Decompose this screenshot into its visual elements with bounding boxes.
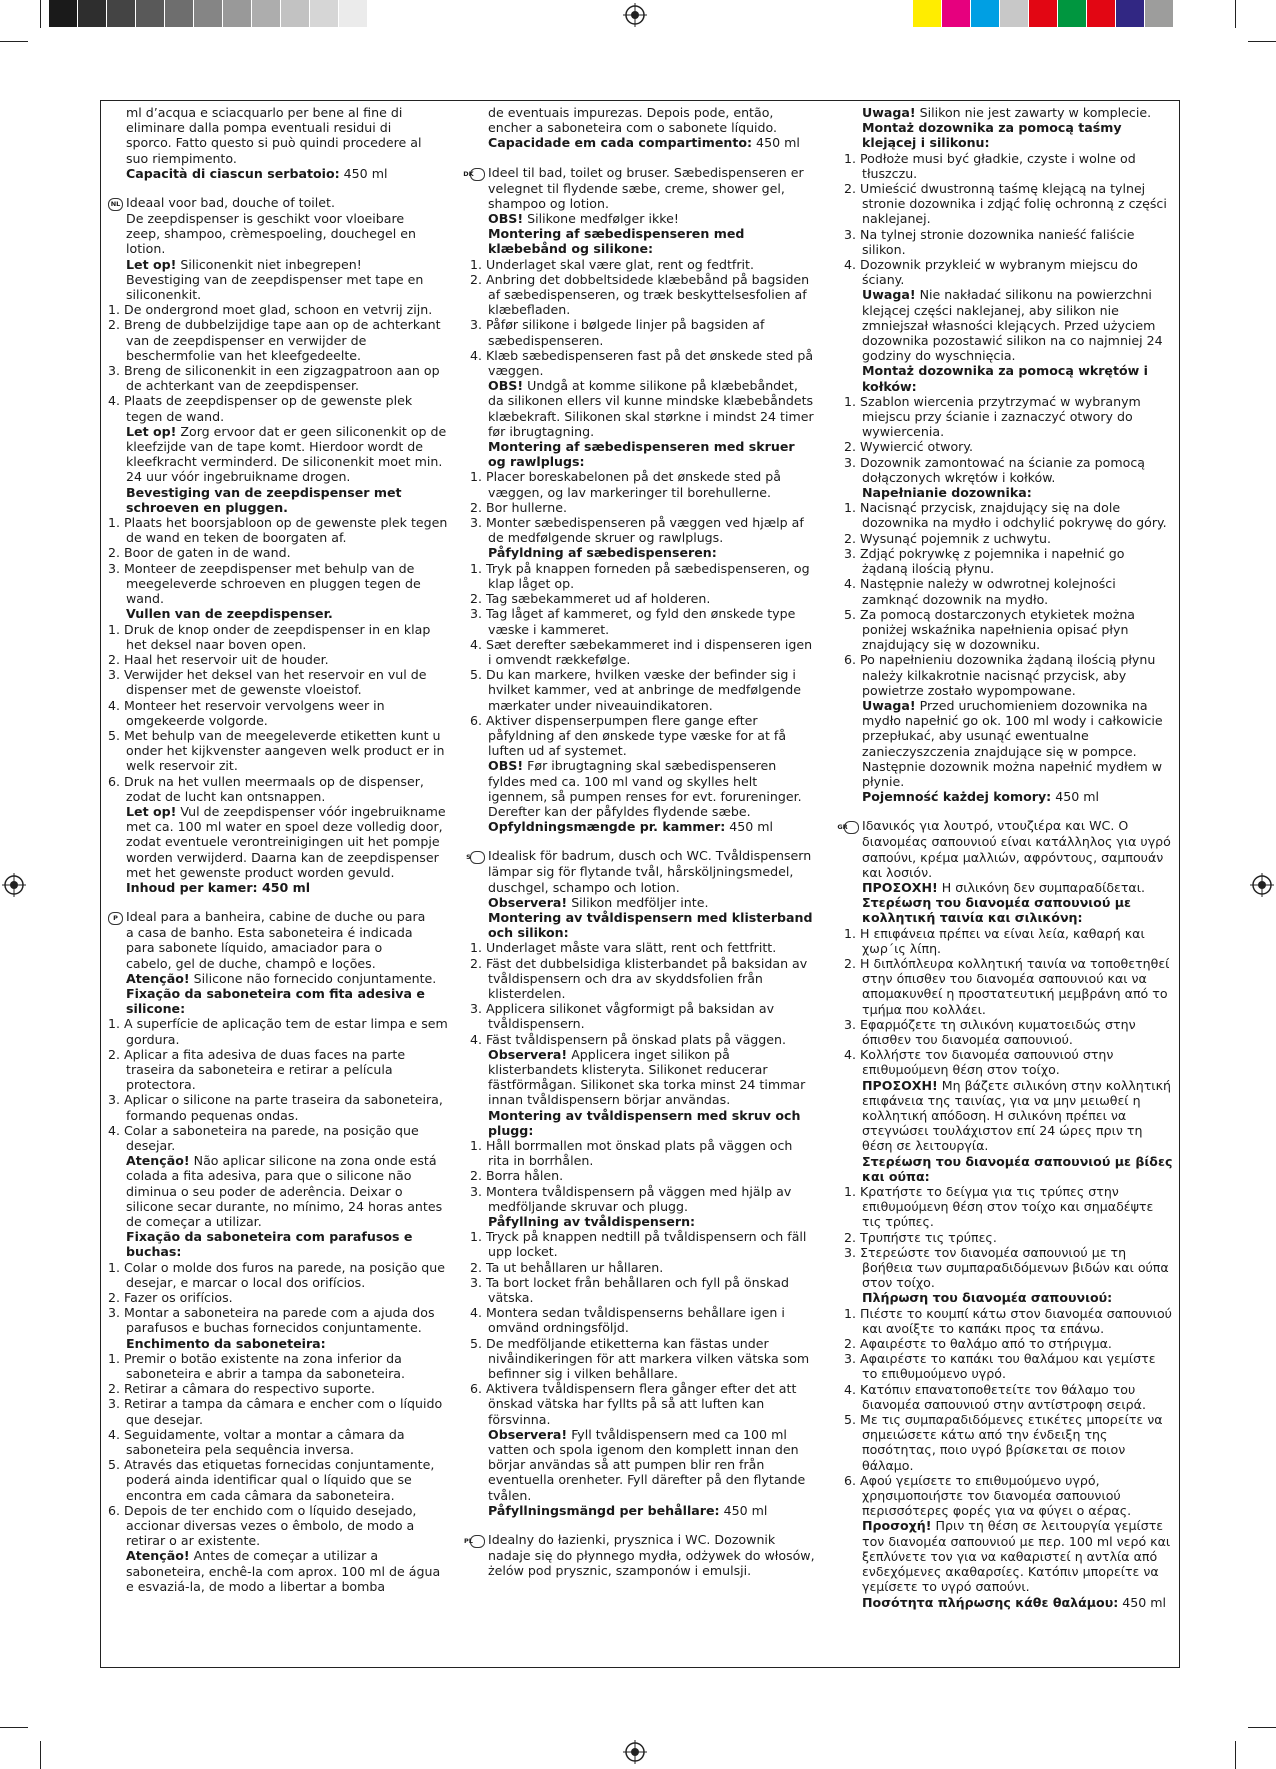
step-item: 2. Wywiercić otwory. <box>844 439 973 455</box>
step-item: 4. Sæt derefter sæbekammeret ind i dispenseren igen i omvendt rækkefølge. <box>470 636 813 667</box>
calibration-swatch <box>1087 0 1116 27</box>
calibration-swatch <box>194 0 223 27</box>
step-item: 2. Fäst det dubbelsidiga klisterbandet på baksidan av tvåldispensern och dra av skyddsfolien från klisterdelen. <box>470 955 808 1001</box>
subheading: Vullen van de zeepdispenser. <box>126 606 333 622</box>
step-item: 2. Τρυπήστε τις τρύπες. <box>844 1229 997 1245</box>
calibration-swatch <box>49 0 78 27</box>
crop-mark <box>1248 41 1276 42</box>
subheading: Enchimento da saboneteira: <box>126 1335 326 1351</box>
capacity-label: Påfyllningsmängd per behållare: <box>488 1502 720 1518</box>
step-item: 4. Κατόπιν επανατοποθετείτε τον θάλαμο του διανομέα σαπουνιού στην αντίστροφη σειρά. <box>844 1381 1146 1412</box>
warning-label: Observera! <box>488 1046 568 1062</box>
subheading: Fixação da saboneteira com fita adesiva e silicone: <box>126 985 425 1017</box>
warning-label: Let op! <box>126 423 177 439</box>
step-item: 3. Στερεώστε τον διανομέα σαπουνιού με τη βοήθεια των συμπαραδιδόμενων βιδών και ούπα στον τοίχο. <box>844 1244 1169 1291</box>
warning-label: OBS! <box>488 758 524 774</box>
warning-text: Não aplicar silicone na zona onde está colada a fita adesiva, para que o silicone não diminua o seu poder de aderência. Deixar o silicone secar durante, no mínimo, 24 horas antes de começar a utilizar. <box>126 1153 443 1230</box>
language-code-icon: NL <box>108 198 123 211</box>
warning-label: Atenção! <box>126 1153 190 1169</box>
subheading: Montering av tvåldispensern med klisterband och silikon: <box>488 909 813 941</box>
step-item: 4. Klæb sæbedispenseren fast på det ønskede sted på væggen. <box>470 347 814 379</box>
intro-line: lotion. <box>126 241 166 257</box>
step-item: 6. Depois de ter enchido com o líquido desejado, accionar diversas vezes o êmbolo, de modo a retirar o ar existente. <box>108 1502 417 1549</box>
warning-text: Fyll tvåldispensern med ca 100 ml vatten och spola igenom den komplett innan den börjar användas så att pumpen blir ren från eventuella orenheter. Fyll därefter på den flytande tvålen. <box>488 1426 806 1503</box>
calibration-swatch <box>281 0 310 27</box>
step-item: 3. Montar a saboneteira na parede com a ajuda dos parafusos e buchas fornecidos conjuntamente. <box>108 1305 435 1336</box>
calibration-swatch <box>942 0 971 27</box>
step-item: 2. Haal het reservoir uit de houder. <box>108 651 329 667</box>
step-item: 6. Αφού γεμίσετε το επιθυμούμενο υγρό, χρησιμοποιήστε τον διανομέα σαπουνιού περισσότερες φορές για να φύγει ο αέρας. <box>844 1472 1132 1519</box>
capacity-value: 450 ml <box>725 819 774 835</box>
grayscale-calibration-bar <box>49 0 368 27</box>
step-item: 5. Através das etiquetas fornecidas conjuntamente, poderá ainda identificar qual o líquido que se encontra em cada câmara da saboneteira. <box>108 1457 435 1503</box>
subheading: Påfyllning av tvåldispensern: <box>488 1214 696 1230</box>
step-item: 2. Aplicar a fita adesiva de duas faces na parte traseira da saboneteira e retirar a película protectora. <box>108 1046 406 1093</box>
warning-text: Silikon nie jest zawarty w komplecie. <box>915 105 1152 120</box>
subheading: Montering av tvåldispensern med skruv och plugg: <box>488 1107 801 1138</box>
step-item: 1. Nacisnąć przycisk, znajdujący się na dole dozownika na mydło i odchylić pokrywę do góry. <box>844 500 1167 531</box>
step-item: 5. Za pomocą dostarczonych etykietek można poniżej wskaźnika napełnienia opisać płyn znajdujący się w dozowniku. <box>844 606 1136 653</box>
step-item: 3. Na tylnej stronie dozownika nanieść faliście silikon. <box>844 226 1135 257</box>
crop-mark <box>1235 1741 1236 1769</box>
subheading: Fixação da saboneteira com parafusos e buchas: <box>126 1229 413 1260</box>
text-line: de eventuais impurezas. Depois pode, então, encher a saboneteira com o sabonete líquido. <box>488 105 778 136</box>
step-item: 3. Monter sæbedispenseren på væggen ved hjælp af de medfølgende skruer og rawlplugs. <box>470 515 804 546</box>
section-pt-continued <box>470 105 815 151</box>
step-item: 3. Applicera silikonet vågformigt på baksidan av tvåldispensern. <box>470 1001 775 1032</box>
intro-line: De zeepdispenser is geschikt voor vloeibare <box>126 211 405 227</box>
calibration-swatch <box>1000 0 1029 27</box>
warning-label: Observera! <box>488 894 568 910</box>
step-item: 3. Zdjąć pokrywkę z pojemnika i napełnić go żądaną ilością płynu. <box>844 545 1125 577</box>
warning-text: Før ibrugtagning skal sæbedispenseren fyldes med ca. 100 ml vand og skylles helt igennem, så pumpen renses for evt. forureninger. Derefter kan der påfyldes flydende sæbe. <box>488 758 802 819</box>
capacity-label: Ποσότητα πλήρωσης κάθε θαλάμου: <box>862 1594 1119 1610</box>
capacity-value: 450 ml <box>1051 789 1100 805</box>
step-item: 3. Ta bort locket från behållaren och fyll på önskad vätska. <box>470 1274 789 1306</box>
warning-label: Uwaga! <box>862 287 916 303</box>
section-pl <box>844 105 1174 804</box>
subheading: siliconenkit. <box>126 287 202 303</box>
step-item: 1. Κρατήστε το δείγμα για τις τρύπες στην επιθυμούμενη θέση στον τοίχο και σημαδέψτε τις τρύπες. <box>844 1184 1154 1230</box>
calibration-swatch <box>223 0 252 27</box>
step-item: 1. Πιέστε το κουμπί κάτω στον διανομέα σαπουνιού και ανοίξτε το καπάκι προς τα επάνω. <box>844 1305 1172 1336</box>
step-item: 5. De medföljande etiketterna kan fästas under nivåindikeringen för att markera vilken vätska som befinner sig i vilken behållare. <box>470 1335 810 1382</box>
color-calibration-bar <box>913 0 1174 27</box>
step-item: 3. Dozownik zamontować na ścianie za pomocą dołączonych wkrętów i kołków. <box>844 454 1145 485</box>
step-item: 1. Plaats het boorsjabloon op de gewenste plek tegen de wand en teken de boorgaten af. <box>108 515 448 546</box>
warning-text: Silicone não fornecido conjuntamente. <box>189 970 437 986</box>
calibration-swatch <box>136 0 165 27</box>
step-item: 3. Breng de siliconenkit in een zigzagpatroon aan op de achterkant van de zeepdispenser. <box>108 363 440 394</box>
step-item: 4. Κολλήστε τον διανομέα σαπουνιού στην επιθυμούμενη θέση στον τοίχο. <box>844 1047 1114 1078</box>
step-item: 2. Wysunąć pojemnik z uchwytu. <box>844 530 1052 546</box>
calibration-swatch <box>252 0 281 27</box>
warning-text: Applicera inget silikon på klisterbandets klisteryta. Silikonet reducerar fästförmågan. Silikonet ska torka minst 24 timmar innan tvåldispensern börjar användas. <box>488 1046 806 1108</box>
intro-line: Ideaal voor bad, douche of toilet. <box>126 195 335 211</box>
step-item: 2. Umieścić dwustronną taśmę klejącą na tylnej stronie dozownika i zdjąć folię ochronną z części naklejanej. <box>844 181 1167 227</box>
calibration-swatch <box>1145 0 1174 27</box>
subheading: Montaż dozownika za pomocą taśmy klejącej i silikonu: <box>862 120 1122 151</box>
warning-label: Observera! <box>488 1426 568 1442</box>
calibration-swatch <box>1029 0 1058 27</box>
step-item: 2. Η διπλόπλευρα κολλητική ταινία να τοποθετηθεί στην όπισθεν του διανομέα σαπουνιού και να απομακυνθεί η προστατευτική μεμβράνη από το τμήμα που κολλάει. <box>844 955 1170 1017</box>
language-code-icon: GR <box>844 821 859 834</box>
step-item: 4. Następnie należy w odwrotnej kolejności zamknąć dozownik na mydło. <box>844 576 1116 607</box>
language-code-icon: PL <box>470 1535 485 1548</box>
step-item: 1. Placer boreskabelonen på det ønskede sted på væggen, og lav markeringer til borehullerne. <box>470 469 781 500</box>
text-line: ml d’acqua e sciacquarlo per bene al fine di <box>126 105 403 120</box>
step-item: 3. Retirar a tampa da câmara e encher com o líquido que desejar. <box>108 1396 443 1427</box>
section-it <box>108 105 448 181</box>
capacity-value: 450 ml <box>1118 1594 1167 1610</box>
step-item: 3. Monteer de zeepdispenser met behulp van de meegeleverde schroeven en pluggen tegen de wand. <box>108 560 421 607</box>
intro-line: Ideal para a banheira, cabine de duche ou para <box>126 909 426 925</box>
warning-label: Let op! <box>126 803 177 819</box>
subheading: Bevestiging van de zeepdispenser met tape en <box>126 271 424 287</box>
capacity-label: Inhoud per kamer: 450 ml <box>126 879 311 895</box>
section-dk <box>463 164 815 835</box>
step-item: 1. A superfície de aplicação tem de estar limpa e sem gordura. <box>108 1016 448 1047</box>
capacity-label: Pojemność każdej komory: <box>862 789 1052 805</box>
intro-text: Ideel til bad, toilet og bruser. Sæbedispenseren er velegnet til flydende sæbe, creme, shower gel, shampoo og lotion. <box>488 164 804 211</box>
step-item: 2. Breng de dubbelzijdige tape aan op de achterkant van de zeepdispenser en verwijder de beschermfolie van het kleefgedeelte. <box>108 317 441 363</box>
calibration-swatch <box>165 0 194 27</box>
intro-line: para sabonete líquido, amaciador para o <box>126 940 383 956</box>
step-item: 3. Montera tvåldispensern på väggen med hjälp av medföljande skruvar och plugg. <box>470 1183 792 1214</box>
subheading: Πλήρωση του διανομέα σαπουνιού: <box>862 1290 1113 1306</box>
step-item: 3. Εφαρμόζετε τη σιλικόνη κυματοειδώς στην όπισθεν του διανομέα σαπουνιού. <box>844 1016 1136 1047</box>
step-item: 3. Verwijder het deksel van het reservoir en vul de dispenser met de gewenste vloeistof. <box>108 667 427 698</box>
warning-text: Przed uruchomieniem dozownika na mydło napełnić go ok. 100 ml wody i całkowicie przepłukać, aby usunąć ewentualne zanieczyszczenia znajdujące się w pompce. Następnie dozownik można napełnić mydłem w płynie. <box>862 697 1163 789</box>
calibration-swatch <box>78 0 107 27</box>
column-2 <box>463 105 815 1592</box>
calibration-swatch <box>971 0 1000 27</box>
step-item: 1. Underlaget måste vara slätt, rent och fettfritt. <box>470 940 777 956</box>
capacity-value: 450 ml <box>719 1502 768 1518</box>
intro-line: cabelo, gel de duche, champô e loções. <box>126 955 376 971</box>
crop-mark <box>40 1741 41 1769</box>
text-line: suo riempimento. <box>126 150 237 166</box>
warning-label: OBS! <box>488 378 524 394</box>
step-item: 3. Tag låget af kammeret, og fyld den ønskede type væske i kammeret. <box>470 606 796 637</box>
crosshair-registration-icon <box>2 873 26 897</box>
crop-mark <box>1235 0 1236 28</box>
warning-text: Μη βάζετε σιλικόνη στην κολλητική επιφάνεια της ταινίας, για να μην μειωθεί η κολλητική απόδοση. Η σιλικόνη πρέπει να στεγνώσει τουλάχιστον επί 24 ώρες πριν τη θέση σε λειτουργία. <box>862 1077 1171 1154</box>
subheading: Påfyldning af sæbedispenseren: <box>488 545 717 561</box>
intro-text: Idealisk för badrum, dusch och WC. Tvåldispensern lämpar sig för flytande tvål, hårsköljningsmedel, duschgel, schampo och lotion. <box>488 848 812 895</box>
crosshair-registration-icon <box>1250 873 1274 897</box>
step-item: 1. Underlaget skal være glat, rent og fedtfrit. <box>470 256 754 272</box>
step-item: 5. Με τις συμπαραδιδόμενες ετικέτες μπορείτε να σημειώσετε κάτω από την ένδειξη της ποσότητας, ποιο υγρό βρίσκεται σε ποιον θάλαμο. <box>844 1412 1163 1473</box>
step-item: 4. Plaats de zeepdispenser op de gewenste plek tegen de wand. <box>108 393 413 424</box>
language-code-icon: DK <box>470 168 485 181</box>
column-3 <box>837 105 1174 1624</box>
step-item: 2. Αφαιρέστε το θαλάμο από το στήριγμα. <box>844 1336 1112 1352</box>
warning-label: ΠΡΟΣΟΧΗ! <box>862 879 938 895</box>
warning-text: Vul de zeepdispenser vóór ingebruikname met ca. 100 ml water en spoel deze volledig door, zodat eventuele verontreinigingen uit het pompje worden verwijderd. Daarna kan de zeepdispenser met het gewenste product worden gevuld. <box>126 803 446 880</box>
warning-text: Η σιλικόνη δεν συμπαραδίδεται. <box>937 879 1146 895</box>
warning-label: Atenção! <box>126 970 190 986</box>
warning-label: OBS! <box>488 211 524 227</box>
step-item: 6. Po napełnieniu dozownika żądaną ilością płynu należy kilkakrotnie nacisnąć przycisk, aby powietrze zostało wypompowane. <box>844 652 1156 698</box>
step-item: 1. Podłoże musi być gładkie, czyste i wolne od tłuszczu. <box>844 150 1136 181</box>
subheading: Στερέωση του διανομέα σαπουνιού με βίδες και ούπα: <box>862 1153 1173 1184</box>
step-item: 1. Druk de knop onder de zeepdispenser in en klap het deksel naar boven open. <box>108 621 431 652</box>
step-item: 2. Boor de gaten in de wand. <box>108 545 291 561</box>
step-item: 4. Fäst tvåldispensern på önskad plats på väggen. <box>470 1031 787 1047</box>
subheading: Montaż dozownika za pomocą wkrętów i kołków: <box>862 363 1148 394</box>
step-item: 1. Tryk på knappen forneden på sæbedispenseren, og klap låget op. <box>470 560 810 591</box>
subheading: Montering af sæbedispenseren med skruer og rawlplugs: <box>488 439 795 470</box>
step-item: 2. Tag sæbekammeret ud af holderen. <box>470 591 711 607</box>
warning-label: Let op! <box>126 256 177 272</box>
intro-text: Ιδανικός για λουτρό, ντουζιέρα και WC. Ο διανομέας σαπουνιού είναι κατάλληλος για υγρό σαπούνι, κρέμα μαλλιών, αφρόντους, σαμπουάν και λοσιόν. <box>862 818 1171 880</box>
step-item: 4. Colar a saboneteira na parede, na posição que desejar. <box>108 1122 419 1153</box>
step-item: 2. Bor hullerne. <box>470 499 567 515</box>
warning-label: Atenção! <box>126 1548 190 1564</box>
crop-mark <box>1248 1727 1276 1728</box>
step-item: 1. Håll borrmallen mot önskad plats på väggen och rita in borrhålen. <box>470 1138 793 1169</box>
subheading: Στερέωση του διανομέα σαπουνιού με κολλητική ταινία και σιλικόνη: <box>862 895 1131 926</box>
text-line: sporco. Fatto questo si può quindi procedere al <box>126 135 422 151</box>
crop-mark <box>0 41 28 42</box>
warning-text: Nie nakładać silikonu na powierzchni klejącej części naklejanej, aby silikon nie zmniejszał własności klejących. Przed użyciem dozownika pozostawić silikon na co najmniej 24 godziny do wyschnięcia. <box>862 287 1163 364</box>
warning-text: Undgå at komme silikone på klæbebåndet, da silikonen ellers vil kunne mindske klæbebåndets klæbekraft. Silikonen skal størkne i mindst 24 timer før ibrugtagning. <box>488 378 814 439</box>
warning-text: Silikone medfølger ikke! <box>523 211 679 227</box>
capacity-value: 450 ml <box>752 135 800 151</box>
crop-mark <box>0 1727 28 1728</box>
warning-text: Silikon medföljer inte. <box>567 894 709 910</box>
section-nl <box>108 195 448 895</box>
section-pt <box>108 909 448 1594</box>
warning-label: Uwaga! <box>862 105 916 120</box>
warning-text: Antes de começar a utilizar a saboneteira, enchê-la com aprox. 100 ml de água e esvaziá-la, de modo a libertar a bomba <box>126 1548 441 1594</box>
capacity-value: 450 ml <box>339 165 388 181</box>
intro-text: Idealny do łazienki, prysznica i WC. Dozownik nadaje się do płynnego mydła, odżywek do włosów, żelów pod prysznic, szamponów i emulsji. <box>488 1532 815 1579</box>
step-item: 3. Påfør silikone i bølgede linjer på bagsiden af sæbedispenseren. <box>470 317 765 348</box>
warning-label: ΠΡΟΣΟΧΗ! <box>862 1077 938 1093</box>
warning-label: Uwaga! <box>862 697 916 713</box>
intro-line: a casa de banho. Esta saboneteira é indicada <box>126 925 413 941</box>
subheading: Montering af sæbedispenseren med klæbebånd og silikone: <box>488 226 745 257</box>
step-item: 2. Borra hålen. <box>470 1168 564 1184</box>
calibration-swatch <box>310 0 339 27</box>
language-code-icon: P <box>108 912 123 925</box>
text-line: eliminare dalla pompa eventuali residui di <box>126 120 392 136</box>
capacity-label: Capacidade em cada compartimento: <box>488 135 753 151</box>
step-item: 4. Montera sedan tvåldispenserns behållare igen i omvänd ordningsföljd. <box>470 1305 785 1336</box>
subheading: Bevestiging van de zeepdispenser met schroeven en pluggen. <box>126 484 402 515</box>
capacity-label: Capacità di ciascun serbatoio: <box>126 165 340 181</box>
step-item: 1. De ondergrond moet glad, schoon en vetvrij zijn. <box>108 302 433 318</box>
warning-label: Προσοχή! <box>862 1518 932 1534</box>
column-1 <box>108 105 448 1608</box>
step-item: 1. Premir o botão existente na zona inferior da saboneteira e abrir a tampa da saboneteira. <box>108 1350 405 1382</box>
section-se <box>466 848 815 1518</box>
step-item: 2. Anbring det dobbeltsidede klæbebånd på bagsiden af sæbedispenseren, og træk beskyttelsesfolien af klæbefladen. <box>470 271 810 318</box>
step-item: 1. Η επιφάνεια πρέπει να είναι λεία, καθαρή και χωρ΄ις λίπη. <box>844 925 1145 956</box>
subheading: Napełnianie dozownika: <box>862 485 1032 501</box>
language-code-icon: S <box>470 851 485 864</box>
step-item: 5. Du kan markere, hvilken væske der befinder sig i hvilket kammer, ved at anbringe de medfølgende mærkater under niveauindikatoren. <box>470 667 802 713</box>
step-item: 4. Seguidamente, voltar a montar a câmara da saboneteira pela sequência inversa. <box>108 1426 405 1458</box>
step-item: 4. Monteer het reservoir vervolgens weer in omgekeerde volgorde. <box>108 697 385 728</box>
step-item: 1. Szablon wiercenia przytrzymać w wybranym miejscu przy ścianie i zaznaczyć otwory do wywiercenia. <box>844 393 1141 440</box>
warning-text: Siliconenkit niet inbegrepen! <box>176 256 362 272</box>
step-item: 1. Tryck på knappen nedtill på tvåldispensern och fäll upp locket. <box>470 1229 807 1260</box>
step-item: 6. Druk na het vullen meermaals op de dispenser, zodat de lucht kan ontsnappen. <box>108 773 424 804</box>
step-item: 6. Aktivera tvåldispensern flera gånger efter det att önskad vätska har fyllts på så att luften kan försvinna. <box>470 1381 797 1427</box>
crosshair-registration-icon <box>623 3 647 27</box>
section-gr <box>837 818 1174 1610</box>
calibration-swatch <box>1058 0 1087 27</box>
crop-mark <box>40 0 41 28</box>
section-pl-intro <box>464 1532 815 1579</box>
step-item: 3. Aplicar o silicone na parte traseira da saboneteira, formando pequenas ondas. <box>108 1092 443 1123</box>
calibration-swatch <box>107 0 136 27</box>
step-item: 2. Fazer os orifícios. <box>108 1290 233 1306</box>
step-item: 2. Retirar a câmara do respectivo suporte. <box>108 1381 375 1397</box>
step-item: 2. Ta ut behållaren ur hållaren. <box>470 1259 664 1275</box>
calibration-swatch <box>339 0 368 27</box>
step-item: 1. Colar o molde dos furos na parede, na posição que desejar, e marcar o local dos orifícios. <box>108 1259 446 1290</box>
crosshair-registration-icon <box>623 1740 647 1764</box>
calibration-swatch <box>1116 0 1145 27</box>
step-item: 4. Dozownik przykleić w wybranym miejscu do ściany. <box>844 257 1138 288</box>
calibration-swatch <box>913 0 942 27</box>
step-item: 5. Met behulp van de meegeleverde etiketten kunt u onder het kijkvenster aangeven welk product er in welk reservoir zit. <box>108 727 445 774</box>
capacity-label: Opfyldningsmængde pr. kammer: <box>488 819 726 835</box>
step-item: 6. Aktiver dispenserpumpen flere gange efter påfyldning af den ønskede type væske for at få luften ud af systemet. <box>470 712 787 759</box>
step-item: 3. Αφαιρέστε το καπάκι του θαλάμου και γεμίστε το επιθυμούμενο υγρό. <box>844 1351 1156 1382</box>
intro-line: zeep, shampoo, crèmespoeling, douchegel en <box>126 226 416 242</box>
warning-text: Zorg ervoor dat er geen siliconenkit op de kleefzijde van de tape komt. Hierdoor wordt de kleefkracht verminderd. De siliconenkit moet min. 24 uur vóór ingebruikname drogen. <box>126 423 447 485</box>
warning-text: Πριν τη θέση σε λειτουργία γεμίστε τον διανομέα σαπουνιού με περ. 100 ml νερό και ξεπλύνετε τον για να καθαριστεί η αντλία από ενδεχόμενες ακαθαρσίες. Κατόπιν μπορείτε να γεμίσετε το υγρό σαπούνι. <box>862 1518 1171 1595</box>
